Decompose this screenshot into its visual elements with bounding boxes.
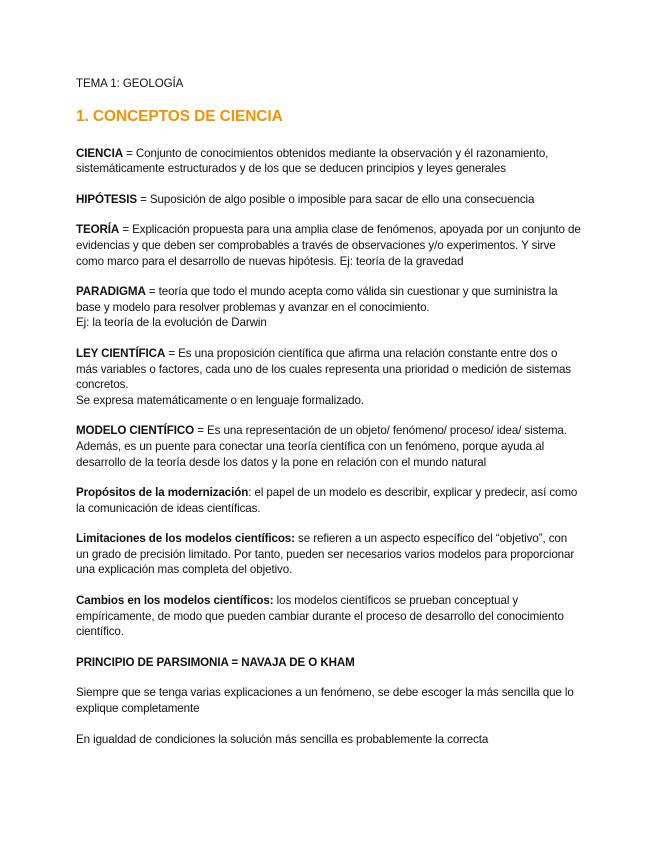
definition-text: : el papel de un modelo es describir, explicar y predecir, así como la comunicación de ideas científicas. bbox=[76, 486, 578, 515]
term: CIENCIA bbox=[76, 146, 123, 160]
definition-example: Ej: la teoría de la evolución de Darwin bbox=[76, 316, 267, 330]
term: HIPÓTESIS bbox=[76, 192, 137, 206]
definition-hipotesis bbox=[76, 192, 581, 208]
definition-text: se refieren a un aspecto específico del “objetivo”, con un grado de precisión limitado. Por tanto, pueden ser necesarios varios modelos para proporcionar una explicación mas completa del objetivo. bbox=[76, 532, 575, 577]
term: MODELO CIENTÍFICO bbox=[76, 424, 195, 438]
definition-text: = Es una proposición científica que afirma una relación constante entre dos o más variables o factores, cada uno de los cuales representa una prioridad o medición de sistemas concretos. bbox=[76, 346, 572, 392]
document-header: TEMA 1: GEOLOGÍA bbox=[76, 77, 184, 90]
principle-text-2: En igualdad de condiciones la solución más sencilla es probablemente la correcta bbox=[76, 732, 489, 746]
definition-text: = teoría que todo el mundo acepta como válida sin cuestionar y que suministra la base y modelo para resolver problemas y avanzar en el conocimiento. bbox=[76, 285, 558, 314]
term: Limitaciones de los modelos científicos: bbox=[76, 532, 295, 546]
term: PRINCIPIO DE PARSIMONIA = NAVAJA DE O KHAM bbox=[76, 655, 355, 669]
term: LEY CIENTÍFICA bbox=[76, 346, 166, 360]
section-title: 1. CONCEPTOS DE CIENCIA bbox=[76, 107, 283, 125]
definition-text: los modelos científicos se prueban conceptual y empíricamente, de modo que pueden cambiar durante el proceso de desarrollo del conocimiento científico. bbox=[76, 594, 564, 639]
definition-ciencia bbox=[76, 146, 581, 177]
term: TEORÍA bbox=[76, 223, 120, 237]
definition-cambios bbox=[76, 593, 581, 640]
definition-propositos bbox=[76, 485, 581, 516]
definition-teoria bbox=[76, 222, 581, 269]
definition-text: = Explicación propuesta para una amplia clase de fenómenos, apoyada por un conjunto de evidencias y que deben ser comprobables a través de observaciones y/o experimentos. Y sirve como marco para el desarrollo de nuevas hipótesis. Ej: teoría de la gravedad bbox=[76, 223, 581, 268]
principle-heading bbox=[76, 655, 581, 671]
definition-note: Se expresa matemáticamente o en lenguaje formalizado. bbox=[76, 393, 364, 407]
term: Cambios en los modelos científicos: bbox=[76, 594, 274, 608]
term: Propósitos de la modernización bbox=[76, 486, 249, 500]
definition-text: = Es una representación de un objeto/ fenómeno/ proceso/ idea/ sistema. Además, es un puente para conectar una teoría científica con un fenómeno, porque ayuda al desarrollo de la teoría desde los datos y la pone en relación con el mundo natural bbox=[76, 424, 567, 469]
definition-modelo-cientifico bbox=[76, 423, 581, 470]
definition-limitaciones bbox=[76, 531, 581, 578]
definition-text: = Suposición de algo posible o imposible para sacar de ello una consecuencia bbox=[136, 192, 535, 206]
definition-paradigma bbox=[76, 284, 581, 331]
principle-text-1: Siempre que se tenga varias explicaciones a un fenómeno, se debe escoger la más sencilla que lo explique completamente bbox=[76, 686, 574, 716]
definition-ley-cientifica bbox=[76, 346, 581, 408]
term: PARADIGMA bbox=[76, 285, 146, 299]
definition-text: = Conjunto de conocimientos obtenidos mediante la observación y él razonamiento, sistemáticamente estructurados y de los que se deducen principios y leyes generales bbox=[76, 146, 549, 176]
